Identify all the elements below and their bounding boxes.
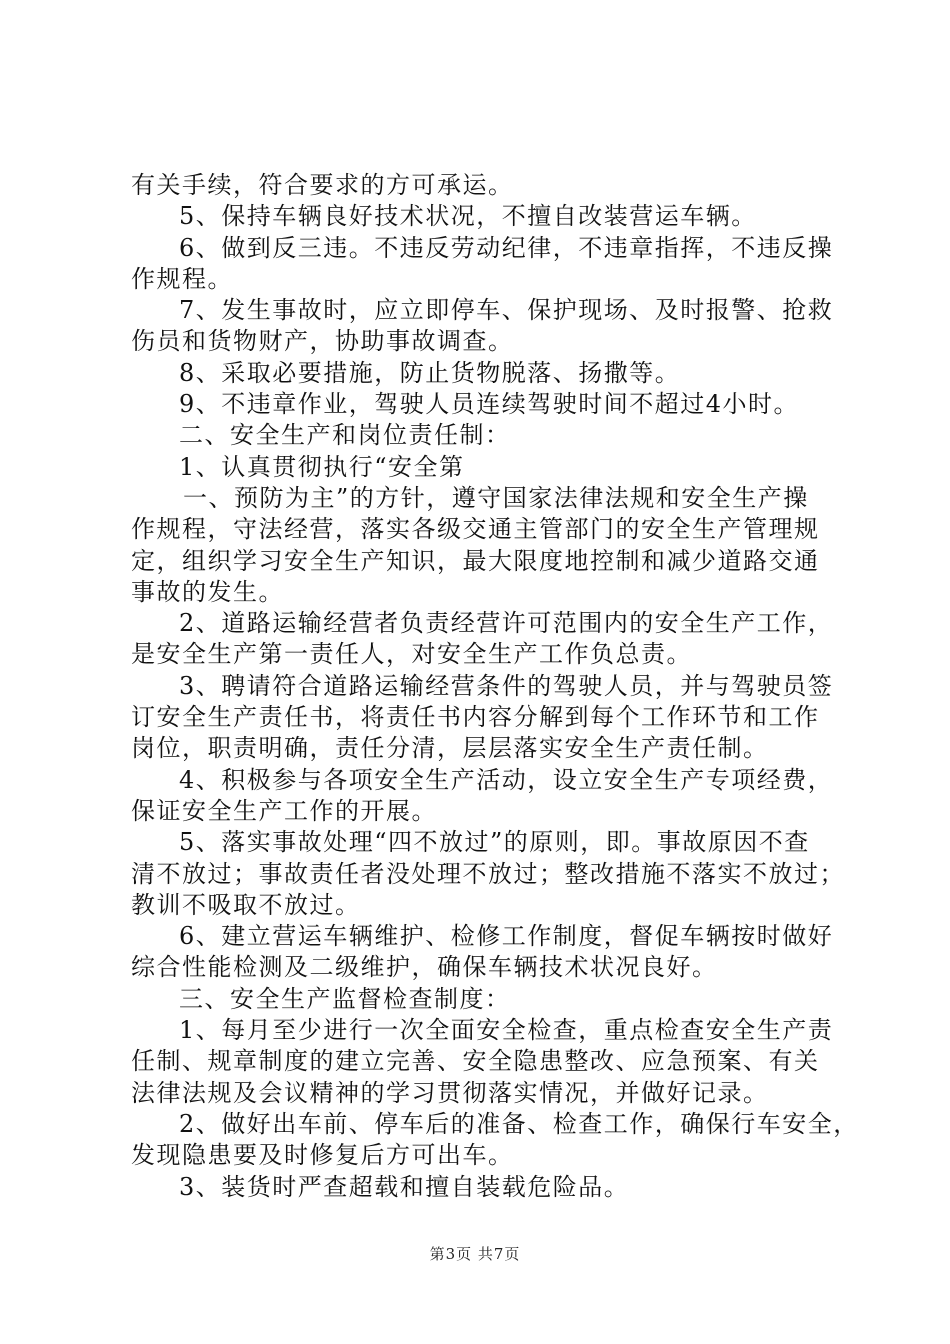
- text-line: 订安全生产责任书，将责任书内容分解到每个工作环节和工作: [131, 703, 820, 732]
- text-line: 7、发生事故时，应立即停车、保护现场、及时报警、抢救: [179, 296, 834, 325]
- text-line: 作规程，守法经营，落实各级交通主管部门的安全生产管理规: [131, 515, 820, 544]
- section-heading: 二、安全生产和岗位责任制：: [179, 421, 511, 450]
- text-line: 教训不吸取不放过。: [131, 890, 361, 919]
- text-line: 一、预防为主”的方针，遵守国家法律法规和安全生产操: [183, 483, 809, 512]
- text-line: 伤员和货物财产，协助事故调查。: [131, 327, 514, 356]
- text-line: 6、建立营运车辆维护、检修工作制度，督促车辆按时做好: [179, 922, 834, 951]
- text-line: 保证安全生产工作的开展。: [131, 796, 437, 825]
- text-line: 事故的发生。: [131, 577, 284, 606]
- text-line: 5、保持车辆良好技术状况，不擅自改装营运车辆。: [179, 202, 757, 231]
- text-line: 3、聘请符合道路运输经营条件的驾驶人员，并与驾驶员签: [179, 671, 834, 700]
- text-line: 任制、规章制度的建立完善、安全隐患整改、应急预案、有关: [131, 1047, 820, 1076]
- section-heading: 三、安全生产监督检查制度：: [179, 984, 511, 1013]
- text-line: 8、采取必要措施，防止货物脱落、扬撒等。: [179, 358, 681, 387]
- text-line: 清不放过；事故责任者没处理不放过；整改措施不落实不放过；: [131, 859, 845, 888]
- text-line: 作规程。: [131, 264, 233, 293]
- text-line: 2、道路运输经营者负责经营许可范围内的安全生产工作，: [179, 609, 834, 638]
- text-line: 综合性能检测及二级维护，确保车辆技术状况良好。: [131, 953, 718, 982]
- text-line: 法律法规及会议精神的学习贯彻落实情况，并做好记录。: [131, 1078, 769, 1107]
- text-line: 6、做到反三违。不违反劳动纪律，不违章指挥，不违反操: [179, 233, 834, 262]
- page-footer: 第3页 共7页: [429, 1245, 521, 1263]
- document-body: [131, 170, 859, 1203]
- text-line: 2、做好出车前、停车后的准备、检查工作，确保行车安全，: [179, 1109, 859, 1138]
- text-line: 是安全生产第一责任人，对安全生产工作负总责。: [131, 640, 692, 669]
- text-line: 9、不违章作业，驾驶人员连续驾驶时间不超过4小时。: [179, 390, 800, 419]
- text-line: 4、积极参与各项安全生产活动，设立安全生产专项经费，: [179, 765, 834, 794]
- text-line: 1、认真贯彻执行“安全第: [179, 452, 465, 481]
- text-line: 有关手续，符合要求的方可承运。: [131, 171, 514, 199]
- text-line: 1、每月至少进行一次全面安全检查，重点检查安全生产责: [179, 1016, 834, 1045]
- text-line: 3、装货时严查超载和擅自装载危险品。: [179, 1172, 630, 1201]
- text-line: 5、落实事故处理“四不放过”的原则，即。事故原因不查: [179, 828, 810, 857]
- text-line: 岗位，职责明确，责任分清，层层落实安全生产责任制。: [131, 734, 769, 763]
- text-line: 发现隐患要及时修复后方可出车。: [131, 1141, 514, 1170]
- text-line: 定，组织学习安全生产知识，最大限度地控制和减少道路交通: [131, 546, 820, 575]
